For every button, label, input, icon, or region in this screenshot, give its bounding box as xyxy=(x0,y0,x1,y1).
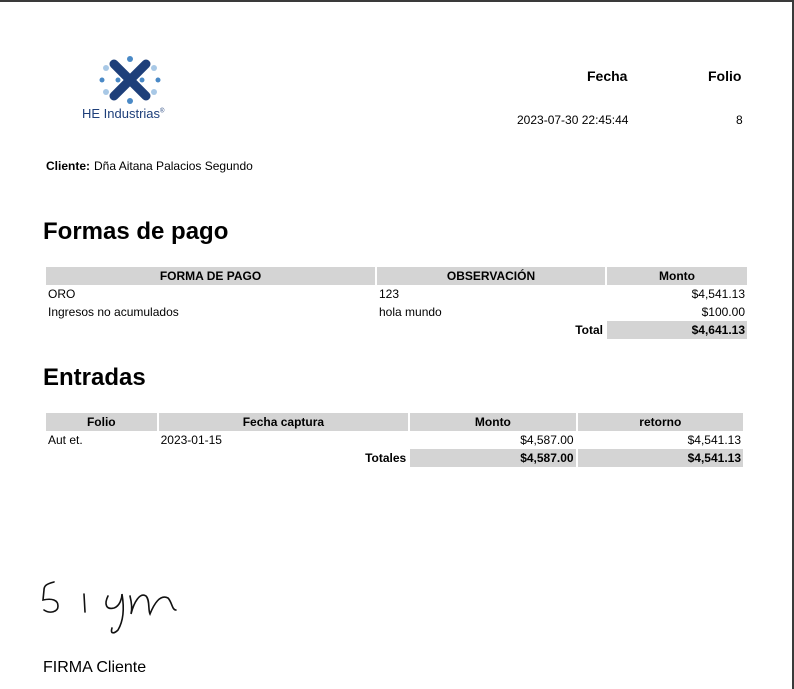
table-cell: $4,541.13 xyxy=(687,433,741,447)
total-label: Total xyxy=(575,323,603,337)
folio-value: 8 xyxy=(736,113,743,127)
table-header-row xyxy=(46,267,747,285)
column-header: OBSERVACIÓN xyxy=(377,267,605,285)
column-header: Fecha captura xyxy=(159,413,409,431)
formas-de-pago-title: Formas de pago xyxy=(43,218,229,245)
formas-de-pago-table xyxy=(44,267,749,339)
table-row xyxy=(46,431,743,449)
total-row xyxy=(46,321,747,339)
entradas-table xyxy=(44,413,745,467)
table-cell: Aut et. xyxy=(48,433,83,447)
table-row xyxy=(46,285,747,303)
column-header: retorno xyxy=(578,413,743,431)
table-cell: 2023-01-15 xyxy=(160,433,222,447)
cliente-name: Dña Aitana Palacios Segundo xyxy=(94,159,253,173)
total-value: $4,641.13 xyxy=(607,321,747,339)
table-header-row xyxy=(46,413,743,431)
totals-label: Totales xyxy=(365,451,407,465)
table-cell: hola mundo xyxy=(379,305,442,319)
column-header: FORMA DE PAGO xyxy=(46,267,375,285)
signature-image xyxy=(36,570,186,640)
signature-label: FIRMA Cliente xyxy=(43,659,147,676)
column-header: Monto xyxy=(607,267,747,285)
fecha-label: Fecha xyxy=(587,68,628,84)
table-cell: $100.00 xyxy=(701,305,745,319)
table-cell: $4,541.13 xyxy=(691,287,745,301)
column-header: Folio xyxy=(46,413,157,431)
fecha-value: 2023-07-30 22:45:44 xyxy=(517,113,629,127)
cliente-line xyxy=(46,159,253,173)
table-row xyxy=(46,303,747,321)
totals-row xyxy=(46,449,743,467)
table-cell: Ingresos no acumulados xyxy=(48,305,179,319)
totals-retorno: $4,541.13 xyxy=(578,449,743,467)
folio-label: Folio xyxy=(708,68,742,84)
table-cell: 123 xyxy=(379,287,400,301)
cliente-label: Cliente: xyxy=(46,159,91,173)
entradas-title: Entradas xyxy=(43,364,146,391)
table-cell: ORO xyxy=(48,287,76,301)
column-header: Monto xyxy=(410,413,575,431)
company-name: HE Industrias® xyxy=(82,106,165,121)
totals-monto: $4,587.00 xyxy=(410,449,575,467)
table-cell: $4,587.00 xyxy=(520,433,574,447)
